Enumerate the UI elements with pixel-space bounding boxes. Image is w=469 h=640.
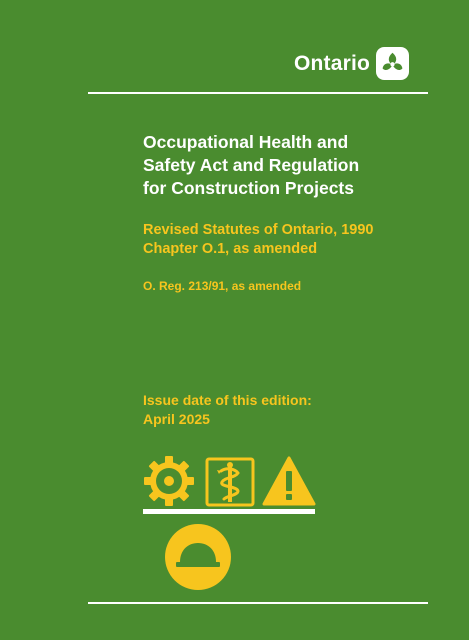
issue-label: Issue date of this edition: [143,392,312,408]
issue-date [143,391,312,429]
title-line: Occupational Health and [143,132,349,152]
hard-hat-icon [163,522,233,592]
ontario-logo [294,47,409,80]
gear-icon [143,455,195,507]
regulation-reference: O. Reg. 213/91, as amended [143,279,302,293]
title-line: Safety Act and Regulation [143,155,360,175]
bottom-divider [88,602,428,604]
symbol-baseline [143,509,315,515]
trillium-icon [376,47,409,80]
caduceus-icon [205,457,255,507]
statute-reference [143,221,373,259]
warning-triangle-icon [261,455,317,507]
statute-line: Revised Statutes of Ontario, 1990 [143,222,374,238]
document-title [143,131,413,200]
statute-line: Chapter O.1, as amended [143,241,318,257]
safety-symbols [143,455,318,595]
title-line: for Construction Projects [143,178,354,198]
issue-value: April 2025 [143,411,210,427]
top-divider [88,92,428,94]
ontario-wordmark: Ontario [294,52,371,75]
